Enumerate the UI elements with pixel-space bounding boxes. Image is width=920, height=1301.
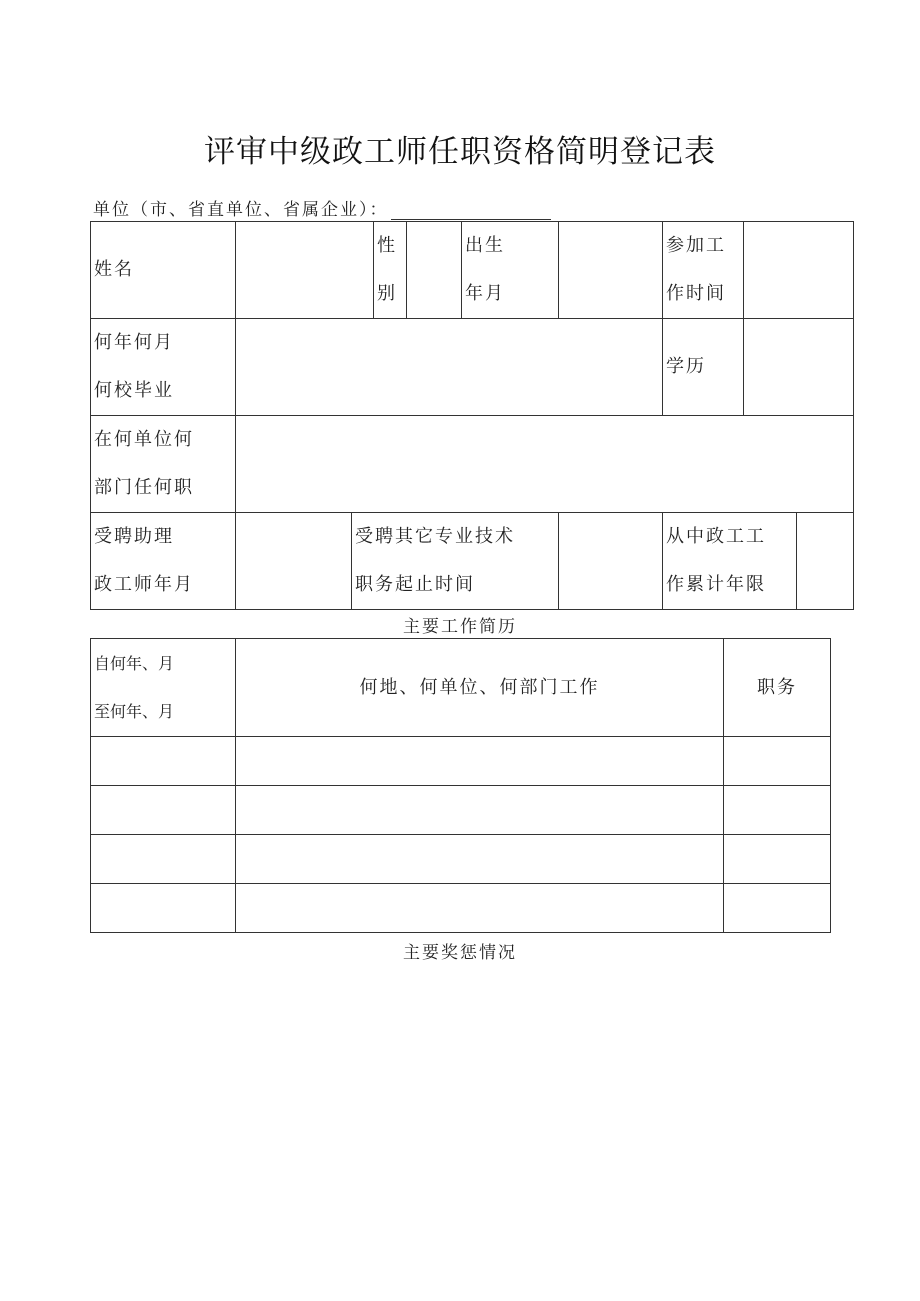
work-start-value-cell[interactable] bbox=[744, 222, 854, 319]
work-history-heading: 主要工作简历 bbox=[403, 617, 517, 637]
unit-blank-field[interactable] bbox=[391, 205, 551, 220]
place-cell[interactable] bbox=[236, 737, 724, 786]
table-row bbox=[91, 884, 831, 933]
position-label: 在何单位何 部门任何职 bbox=[91, 416, 236, 513]
gender-value-cell[interactable] bbox=[407, 222, 462, 319]
duty-cell[interactable] bbox=[724, 786, 831, 835]
position-value-cell[interactable] bbox=[236, 416, 854, 513]
work-years-label: 从中政工工 作累计年限 bbox=[663, 513, 797, 610]
place-cell[interactable] bbox=[236, 786, 724, 835]
other-title-value-cell[interactable] bbox=[559, 513, 663, 610]
duty-column-header: 职务 bbox=[724, 639, 831, 737]
period-cell[interactable] bbox=[91, 737, 236, 786]
duty-cell[interactable] bbox=[724, 835, 831, 884]
other-title-label: 受聘其它专业技术 职务起止时间 bbox=[352, 513, 559, 610]
table-row bbox=[91, 786, 831, 835]
name-label: 姓名 bbox=[91, 222, 236, 319]
duty-cell[interactable] bbox=[724, 884, 831, 933]
assistant-date-value-cell[interactable] bbox=[236, 513, 352, 610]
education-value-cell[interactable] bbox=[744, 319, 854, 416]
place-cell[interactable] bbox=[236, 835, 724, 884]
birth-label: 出生 年月 bbox=[462, 222, 559, 319]
period-cell[interactable] bbox=[91, 884, 236, 933]
basic-info-table bbox=[90, 221, 854, 610]
education-label: 学历 bbox=[663, 319, 744, 416]
period-column-header: 自何年、月 至何年、月 bbox=[91, 639, 236, 737]
unit-line bbox=[93, 195, 551, 220]
work-start-label: 参加工 作时间 bbox=[663, 222, 744, 319]
work-history-table bbox=[90, 638, 831, 933]
graduation-label: 何年何月 何校毕业 bbox=[91, 319, 236, 416]
period-cell[interactable] bbox=[91, 835, 236, 884]
rewards-heading: 主要奖惩情况 bbox=[403, 943, 517, 963]
birth-value-cell[interactable] bbox=[559, 222, 663, 319]
table-row bbox=[91, 737, 831, 786]
period-cell[interactable] bbox=[91, 786, 236, 835]
gender-label: 性 别 bbox=[374, 222, 407, 319]
unit-label: 单位（市、省直单位、省属企业）： bbox=[93, 200, 389, 220]
form-title: 评审中级政工师任职资格简明登记表 bbox=[204, 134, 716, 170]
assistant-date-label: 受聘助理 政工师年月 bbox=[91, 513, 236, 610]
duty-cell[interactable] bbox=[724, 737, 831, 786]
place-cell[interactable] bbox=[236, 884, 724, 933]
place-column-header: 何地、何单位、何部门工作 bbox=[236, 639, 724, 737]
graduation-value-cell[interactable] bbox=[236, 319, 663, 416]
table-row bbox=[91, 835, 831, 884]
name-value-cell[interactable] bbox=[236, 222, 374, 319]
work-years-value-cell[interactable] bbox=[797, 513, 854, 610]
